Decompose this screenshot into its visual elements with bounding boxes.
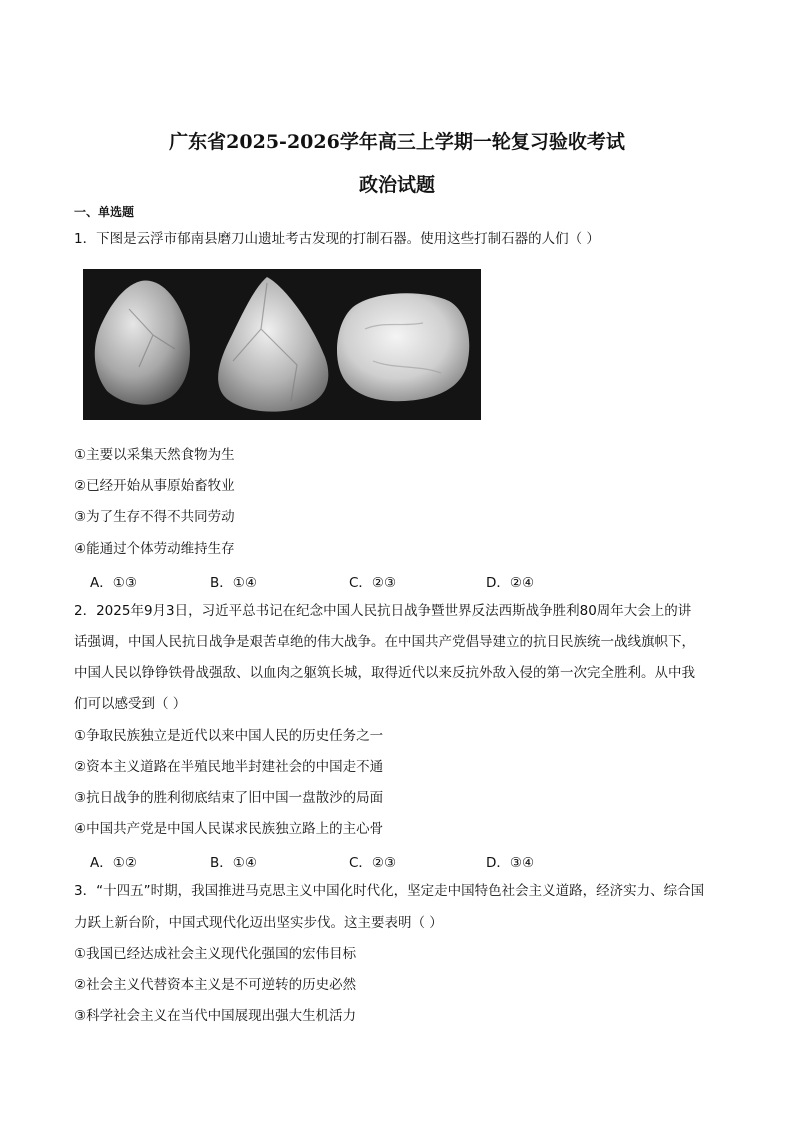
question-3-statement: ②社会主义代替资本主义是不可逆转的历史必然	[74, 977, 357, 993]
question-2-stem: 们可以感受到（ ）	[74, 696, 187, 712]
question-1-statement: ③为了生存不得不共同劳动	[74, 509, 235, 525]
option-d: D．②④	[486, 575, 535, 591]
question-1-statement: ④能通过个体劳动维持生存	[74, 541, 235, 557]
question-2-statement: ①争取民族独立是近代以来中国人民的历史任务之一	[74, 728, 384, 744]
option-d: D．③④	[486, 855, 535, 871]
exam-subject: 政治试题	[358, 174, 435, 196]
question-1-statement: ②已经开始从事原始畜牧业	[74, 478, 235, 494]
option-b: B．①④	[210, 855, 257, 871]
question-3-stem: 力跃上新台阶，中国式现代化迈出坚实步伐。这主要表明（ ）	[74, 915, 443, 931]
question-2-stem: 话强调，中国人民抗日战争是艰苦卓绝的伟大战争。在中国共产党倡导建立的抗日民族统一战线旗帜下，	[74, 634, 695, 650]
section-heading: 一、单选题	[74, 205, 135, 219]
option-c: C．②③	[349, 575, 397, 591]
stone-tools-photo	[83, 269, 481, 420]
question-1-stem: 1．下图是云浮市郁南县磨刀山遗址考古发现的打制石器。使用这些打制石器的人们（ ）	[74, 231, 600, 247]
question-2-stem: 2．2025年9月3日，习近平总书记在纪念中国人民抗日战争暨世界反法西斯战争胜利80周年大会上的讲	[74, 603, 692, 619]
question-3-statement: ①我国已经达成社会主义现代化强国的宏伟目标	[74, 946, 357, 962]
stone-tools-illustration	[83, 269, 481, 420]
option-a: A．①②	[90, 855, 137, 871]
question-1-statement: ①主要以采集天然食物为生	[74, 447, 235, 463]
option-c: C．②③	[349, 855, 397, 871]
exam-title: 广东省2025-2026学年高三上学期一轮复习验收考试	[169, 131, 625, 153]
question-2-statement: ②资本主义道路在半殖民地半封建社会的中国走不通	[74, 759, 384, 775]
question-3-statement: ③科学社会主义在当代中国展现出强大生机活力	[74, 1008, 357, 1024]
option-a: A．①③	[90, 575, 137, 591]
option-b: B．①④	[210, 575, 257, 591]
question-2-statement: ④中国共产党是中国人民谋求民族独立路上的主心骨	[74, 821, 384, 837]
question-2-statement: ③抗日战争的胜利彻底结束了旧中国一盘散沙的局面	[74, 790, 384, 806]
question-2-stem: 中国人民以铮铮铁骨战强敌、以血肉之躯筑长城，取得近代以来反抗外敌入侵的第一次完全胜利。从中我	[74, 665, 695, 681]
question-3-stem: 3．“十四五”时期，我国推进马克思主义中国化时代化，坚定走中国特色社会主义道路，经济实力、综合国	[74, 883, 705, 899]
